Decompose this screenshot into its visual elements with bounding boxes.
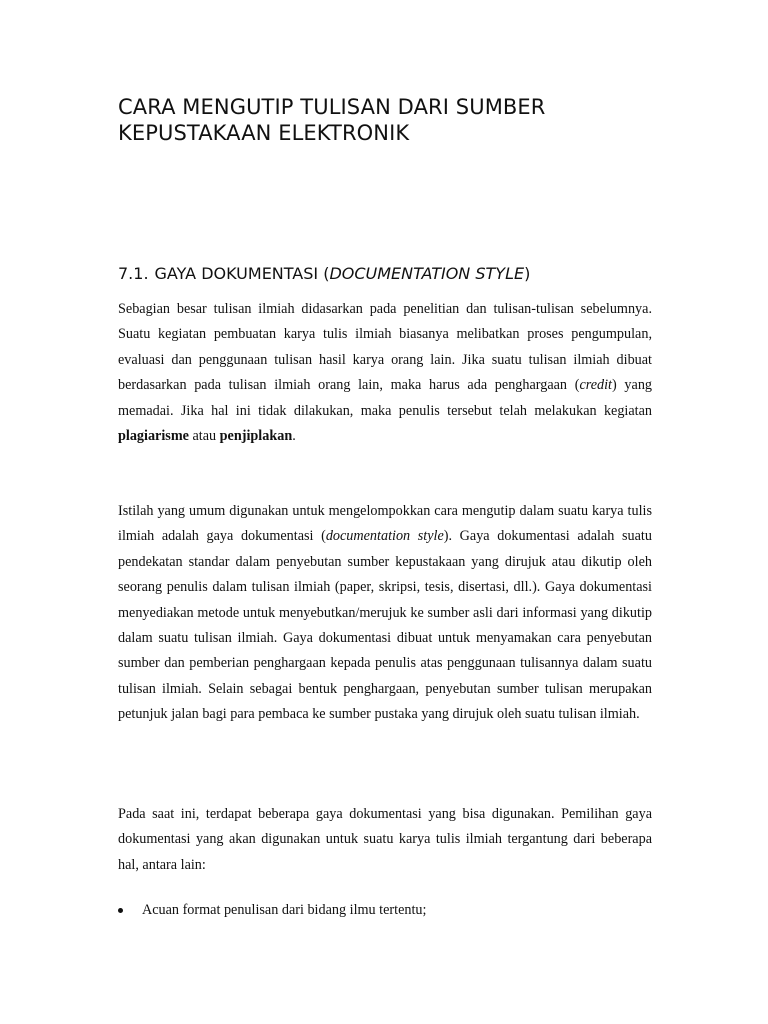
chapter-title-line-2: KEPUSTAKAAN ELEKTRONIK <box>118 121 410 145</box>
plagiarisme-bold: plagiarisme <box>118 428 189 445</box>
bullet-icon <box>118 908 123 913</box>
paragraph-2-text-b: ). Gaya dokumentasi adalah suatu pendekatan standar dalam penyebutan sumber kepustakaan yang dirujuk atau dikutip oleh seorang penulis dalam tulisan ilmiah (paper, skripsi, tesis, disertasi, dll.). Gaya dokumentasi menyediakan metode untuk menyebutkan/merujuk ke sumber asli dari informasi yang dikutip dalam suatu tulisan ilmiah. Gaya dokumentasi dibuat untuk menyamakan cara penyebutan sumber dan pemberian penghargaan kepada penulis atas penggunaan tulisannya dalam suatu tulisan ilmiah. Selain sebagai bentuk penghargaan, penyebutan sumber tulisan merupakan petunjuk jalan bagi para pembaca ke sumber pustaka yang dirujuk oleh suatu tulisan ilmiah. <box>118 528 652 723</box>
paragraph-1 <box>118 297 652 449</box>
chapter-title <box>118 94 652 146</box>
list-item-text: Acuan format penulisan dari bidang ilmu tertentu; <box>142 902 427 918</box>
paragraph-3: Pada saat ini, terdapat beberapa gaya dokumentasi yang bisa digunakan. Pemilihan gaya dokumentasi yang akan digunakan untuk suatu karya tulis ilmiah tergantung dari beberapa hal, antara lain: <box>118 806 652 873</box>
paragraph-2-text-a: Istilah yang umum digunakan untuk mengelompokkan cara mengutip dalam suatu karya tulis ilmiah adalah gaya dokumentasi ( <box>118 503 652 545</box>
paragraph-1-text-d: . <box>292 428 296 445</box>
penjiplakan-bold: penjiplakan <box>219 428 293 445</box>
section-number: 7.1. <box>118 264 149 283</box>
list-item <box>118 898 652 923</box>
paragraph-1-text-c: atau <box>188 428 220 445</box>
paragraph-1-text-b: ) yang memadai. Jika hal ini tidak dilakukan, maka penulis tersebut telah melakukan kegiatan <box>118 377 653 419</box>
paragraph-2 <box>118 499 652 728</box>
chapter-title-line-1: CARA MENGUTIP TULISAN DARI SUMBER <box>118 95 546 119</box>
section-title-suffix: ) <box>524 264 531 283</box>
section-title-italic: DOCUMENTATION STYLE <box>329 264 525 283</box>
section-title-prefix: GAYA DOKUMENTASI ( <box>154 264 330 283</box>
paragraph-1-text-a: Sebagian besar tulisan ilmiah didasarkan pada penelitian dan tulisan-tulisan sebelumnya. Suatu kegiatan pembuatan karya tulis ilmiah biasanya melibatkan proses pengumpulan, evaluasi dan penggunaan tulisan hasil karya orang lain. Jika suatu tulisan ilmiah dibuat berdasarkan pada tulisan ilmiah orang lain, maka harus ada penghargaan ( <box>118 301 652 394</box>
credit-italic: credit <box>579 377 613 394</box>
documentation-style-italic: documentation style <box>325 528 444 545</box>
section-heading <box>118 263 652 285</box>
bullet-list <box>118 898 652 923</box>
